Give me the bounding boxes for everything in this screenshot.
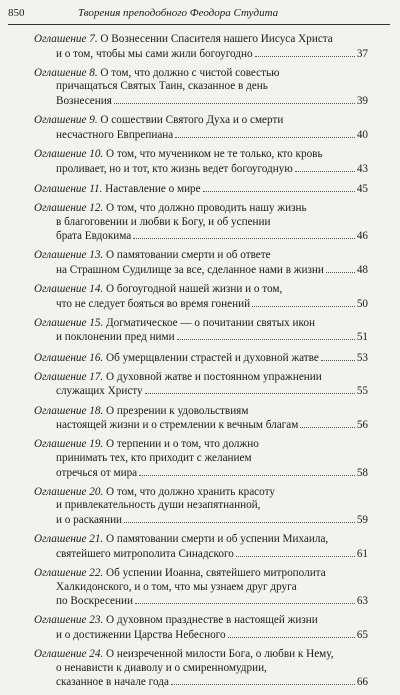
toc-entry-label: Оглашение 17. xyxy=(34,370,104,383)
toc-entry-text: Об умерщвлении страстей и духовной жатве xyxy=(106,351,319,364)
toc-entry-line xyxy=(34,628,368,643)
toc-entry-text: по Воскресении xyxy=(56,595,133,608)
toc-entry-text: О презрении к удовольствиям xyxy=(106,404,249,417)
toc-entry-line xyxy=(34,317,368,331)
toc-entry-line xyxy=(34,33,368,47)
dot-leader xyxy=(228,628,355,638)
toc-entry-label: Оглашение 14. xyxy=(34,283,104,296)
toc-entry-text: и привлекательность души незапятнанной, xyxy=(56,499,261,512)
toc-entry-line xyxy=(34,182,368,197)
dot-leader xyxy=(133,229,355,239)
toc-page-number: 66 xyxy=(356,676,368,689)
toc-entry-text: Халкидонского, и о том, что мы узнаем друг друга xyxy=(56,580,297,593)
toc-entry-line xyxy=(34,513,368,528)
toc-entry-line xyxy=(34,614,368,628)
toc-page-number: 39 xyxy=(356,94,368,107)
toc-entry[interactable] xyxy=(34,648,368,690)
toc-entry-text: О духовной жатве и постоянном упражнении xyxy=(106,370,322,383)
toc-entry-text: Наставление о мире xyxy=(105,182,201,195)
dot-leader xyxy=(175,128,355,138)
toc-entry-line xyxy=(34,297,368,312)
toc-page-number: 58 xyxy=(356,466,368,479)
toc-page-number: 56 xyxy=(356,419,368,432)
toc-entry[interactable] xyxy=(34,148,368,176)
toc-entry-line xyxy=(34,330,368,345)
toc-entry-text: Об успении Иоанна, святейшего митрополита xyxy=(106,566,326,579)
toc-entry-text: О том, что должно проводить нашу жизнь xyxy=(106,201,307,214)
toc-entry-label: Оглашение 12. xyxy=(34,201,104,214)
toc-entry-text: и поклонении пред ними xyxy=(56,331,175,344)
toc-entry-text: проливает, но и тот, кто жизнь ведет богоугодную xyxy=(56,162,293,175)
toc-entry-text: принимать тех, кто приходит с желанием xyxy=(56,451,252,464)
toc-entry-text: Вознесения xyxy=(56,94,112,107)
toc-entry-text: брата Евдокима xyxy=(56,230,132,243)
toc-entry[interactable] xyxy=(34,614,368,642)
toc-entry-line xyxy=(34,384,368,399)
toc-entry-line xyxy=(34,47,368,62)
toc-entry-text: отречься от мира xyxy=(56,466,138,479)
toc-entry-line xyxy=(34,216,368,230)
toc-entry-text: и о раскаянии xyxy=(56,513,123,526)
toc-entry-line xyxy=(34,547,368,562)
toc-page-number: 40 xyxy=(356,128,368,141)
toc-entry-text: О терпении и о том, что должно xyxy=(106,438,259,451)
toc-entry[interactable] xyxy=(34,405,368,433)
toc-entry[interactable] xyxy=(34,567,368,609)
toc-entry-label: Оглашение 21. xyxy=(34,533,104,546)
toc-entry-text: О духовном празднестве в настоящей жизни xyxy=(106,614,318,627)
toc-entry[interactable] xyxy=(34,182,368,197)
toc-entry-label: Оглашение 19. xyxy=(34,438,104,451)
toc-entry-text: святейшего митрополита Синадского xyxy=(56,547,234,560)
toc-entry-text: О богоугодной нашей жизни и о том, xyxy=(106,283,283,296)
toc-entry-label: Оглашение 10. xyxy=(34,147,104,160)
toc-entry[interactable] xyxy=(34,202,368,244)
toc-entry[interactable] xyxy=(34,371,368,399)
toc-entry-label: Оглашение 18. xyxy=(34,404,104,417)
table-of-contents xyxy=(34,33,368,695)
toc-entry-line xyxy=(34,418,368,433)
toc-entry-label: Оглашение 8. xyxy=(34,66,98,79)
toc-page-number: 45 xyxy=(356,182,368,195)
toc-entry-label: Оглашение 9. xyxy=(34,114,98,127)
toc-entry-line xyxy=(34,283,368,297)
toc-entry-label: Оглашение 24. xyxy=(34,648,104,661)
toc-entry-line xyxy=(34,80,368,94)
toc-page-number: 37 xyxy=(356,47,368,60)
toc-entry[interactable] xyxy=(34,317,368,345)
dot-leader xyxy=(252,297,355,307)
toc-page-number: 48 xyxy=(356,263,368,276)
toc-entry-text: О том, что мучеником не те только, кто кровь xyxy=(106,147,323,160)
dot-leader xyxy=(326,263,355,273)
toc-entry-text: и о том, чтобы мы сами жили богоугодно xyxy=(56,47,253,60)
toc-entry-text: О памятовании смерти и об ответе xyxy=(106,249,271,262)
toc-entry-text: О памятовании смерти и об успении Михаила, xyxy=(106,533,329,546)
toc-entry-line xyxy=(34,438,368,452)
toc-entry-line xyxy=(34,249,368,263)
toc-entry-text: на Страшном Судилище за все, сделанное нами в жизни xyxy=(56,263,324,276)
toc-entry-text: О том, что должно хранить красоту xyxy=(106,485,275,498)
dot-leader xyxy=(135,594,355,604)
dot-leader xyxy=(171,675,355,685)
toc-page-number: 63 xyxy=(356,595,368,608)
toc-entry[interactable] xyxy=(34,67,368,109)
toc-page-number: 53 xyxy=(356,351,368,364)
toc-entry-text: настоящей жизни и о стремлении к вечным благам xyxy=(56,419,299,432)
toc-entry-line xyxy=(34,662,368,676)
toc-entry[interactable] xyxy=(34,438,368,480)
toc-entry[interactable] xyxy=(34,114,368,142)
toc-entry-text: О сошествии Святого Духа и о смерти xyxy=(100,114,284,127)
toc-entry[interactable] xyxy=(34,33,368,61)
toc-entry-line xyxy=(34,533,368,547)
toc-entry-text: несчастного Евпрепиана xyxy=(56,128,174,141)
toc-entry-line xyxy=(34,202,368,216)
toc-entry-line xyxy=(34,581,368,595)
toc-entry-line xyxy=(34,452,368,466)
toc-entry-line xyxy=(34,229,368,244)
toc-entry-text: служащих Христу xyxy=(56,385,143,398)
toc-page-number: 65 xyxy=(356,628,368,641)
toc-entry[interactable] xyxy=(34,486,368,528)
dot-leader xyxy=(177,330,355,340)
toc-entry-label: Оглашение 7. xyxy=(34,33,98,45)
toc-page-number: 51 xyxy=(356,331,368,344)
toc-page-number: 55 xyxy=(356,385,368,398)
toc-page-number: 50 xyxy=(356,297,368,310)
toc-entry[interactable] xyxy=(34,249,368,277)
dot-leader xyxy=(255,47,355,57)
toc-entry-label: Оглашение 20. xyxy=(34,485,104,498)
toc-entry-line xyxy=(34,114,368,128)
dot-leader xyxy=(236,547,355,557)
toc-page-number: 46 xyxy=(356,230,368,243)
toc-entry-line xyxy=(34,128,368,143)
toc-entry-text: в благоговении и любви к Богу, и об успении xyxy=(56,215,271,228)
toc-entry-text: О Вознесении Спасителя нашего Иисуса Христа xyxy=(100,33,333,45)
toc-entry-line xyxy=(34,371,368,385)
toc-entry[interactable] xyxy=(34,283,368,311)
running-title: Творения преподобного Феодора Студита xyxy=(78,7,279,19)
toc-entry-label: Оглашение 23. xyxy=(34,614,104,627)
dot-leader xyxy=(321,351,355,361)
toc-entry-line xyxy=(34,648,368,662)
toc-entry-text: что не следует бояться во время гонений xyxy=(56,297,251,310)
toc-entry-line xyxy=(34,94,368,109)
toc-entry-line xyxy=(34,567,368,581)
toc-page-number: 59 xyxy=(356,513,368,526)
toc-entry-text: Догматическое — о почитании святых икон xyxy=(106,316,315,329)
page-number: 850 xyxy=(8,7,25,19)
toc-entry-line xyxy=(34,405,368,419)
toc-entry-line xyxy=(34,499,368,513)
dot-leader xyxy=(124,513,355,523)
running-header xyxy=(8,6,390,25)
toc-entry-text: О неизреченной милости Бога, о любви к Нему, xyxy=(106,648,334,661)
toc-entry-text: и о достижении Царства Небесного xyxy=(56,628,226,641)
toc-entry-line xyxy=(34,486,368,500)
toc-entry-line xyxy=(34,466,368,481)
toc-entry-line xyxy=(34,351,368,366)
toc-entry-text: О том, что должно с чистой совестью xyxy=(100,66,280,79)
dot-leader xyxy=(295,162,355,172)
toc-entry-label: Оглашение 22. xyxy=(34,566,104,579)
dot-leader xyxy=(145,384,355,394)
toc-entry-text: о ненависти к диаволу и о смиренномудрии, xyxy=(56,661,267,674)
toc-page-number: 43 xyxy=(356,162,368,175)
toc-entry-line xyxy=(34,162,368,177)
toc-entry-line xyxy=(34,675,368,690)
dot-leader xyxy=(139,466,355,476)
toc-page-number: 61 xyxy=(356,547,368,560)
toc-entry-label: Оглашение 15. xyxy=(34,316,104,329)
toc-entry-label: Оглашение 13. xyxy=(34,249,104,262)
toc-entry[interactable] xyxy=(34,351,368,366)
toc-entry-line xyxy=(34,148,368,162)
toc-entry-line xyxy=(34,67,368,81)
toc-entry-line xyxy=(34,263,368,278)
toc-entry-text: сказанное в начале года xyxy=(56,676,169,689)
toc-entry-line xyxy=(34,594,368,609)
dot-leader xyxy=(114,94,355,104)
dot-leader xyxy=(300,418,355,428)
dot-leader xyxy=(203,182,355,192)
toc-entry-label: Оглашение 11. xyxy=(34,182,103,195)
toc-entry[interactable] xyxy=(34,533,368,561)
toc-entry-label: Оглашение 16. xyxy=(34,351,104,364)
toc-entry-text: причащаться Святых Таин, сказанное в день xyxy=(56,80,268,93)
